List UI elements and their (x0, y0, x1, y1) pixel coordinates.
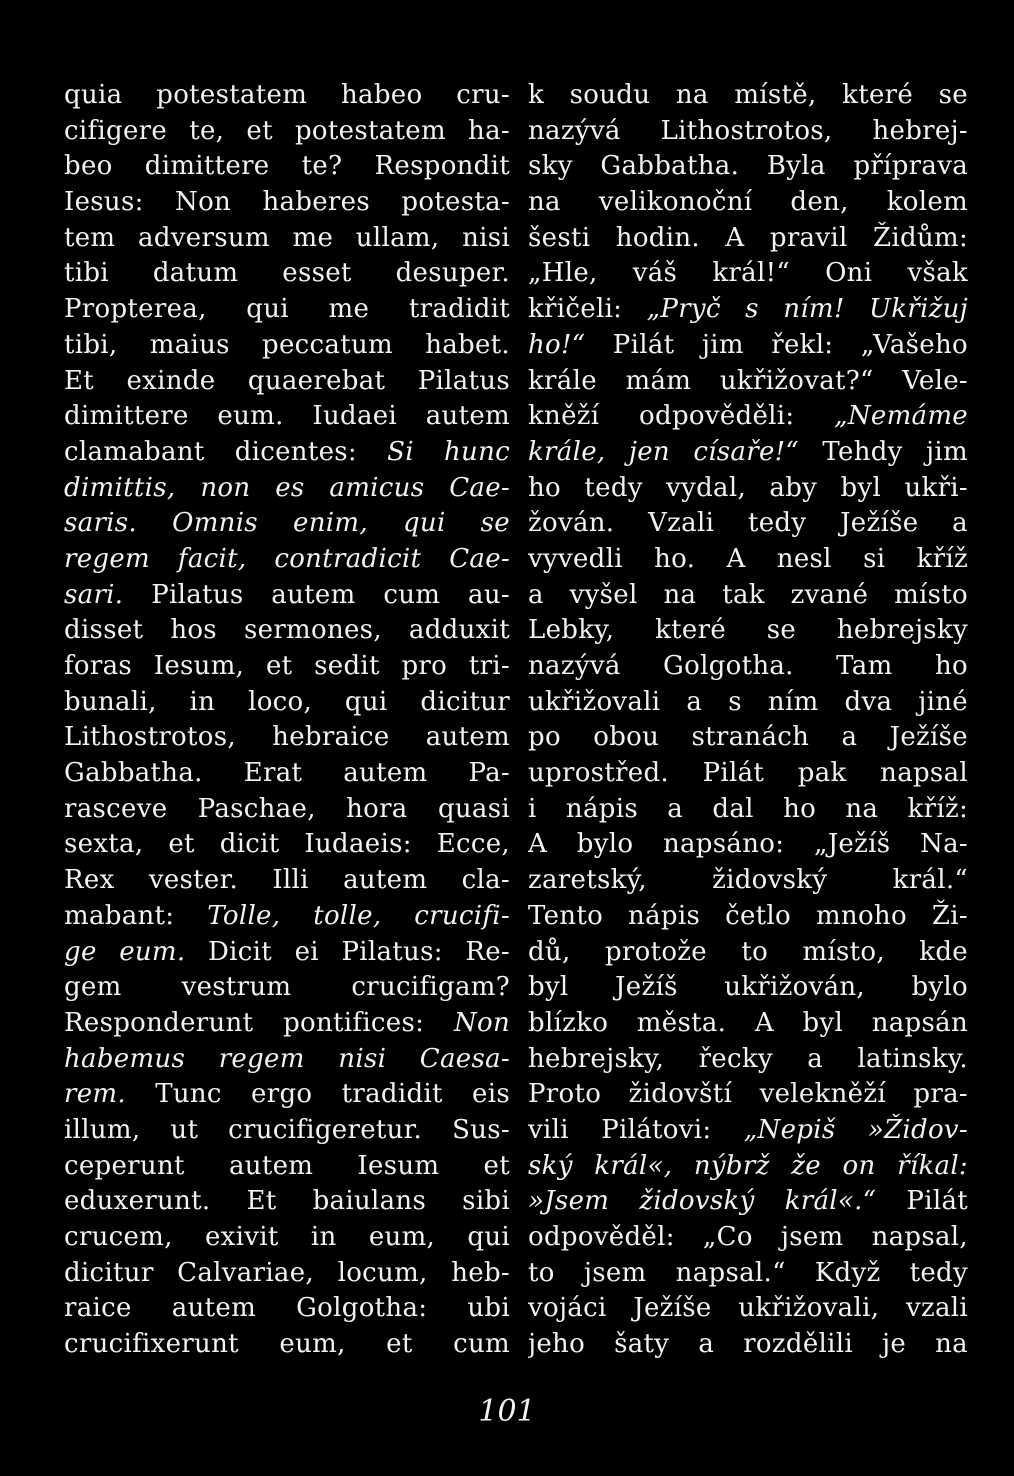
text-line (528, 1291, 968, 1327)
italic-text-segment: ge eum. (64, 936, 186, 967)
text-line (64, 1184, 510, 1220)
text-line (528, 114, 968, 150)
text-line (64, 364, 510, 400)
text-segment: kněží odpověděli: (528, 401, 835, 432)
text-segment: ho tedy vydal, aby byl ukři- (528, 472, 968, 503)
text-line (528, 149, 968, 185)
text-segment: illum, ut crucifigeretur. Sus- (64, 1114, 510, 1145)
text-line (528, 827, 968, 863)
italic-text-segment: krále, jen císaře!“ (528, 436, 799, 467)
text-segment: nazývá Lithostrotos, hebrej- (528, 115, 968, 146)
text-segment: cifigere te, et potestatem ha- (64, 115, 510, 146)
italic-text-segment: sari. (64, 579, 124, 610)
text-line (64, 1220, 510, 1256)
italic-text-segment: Si hunc (387, 436, 510, 467)
text-segment: krále mám ukřižovat?“ Vele- (528, 365, 968, 396)
text-segment: dů, protože to místo, kde (528, 936, 968, 967)
text-segment: po obou stranách a Ježíše (528, 722, 968, 753)
text-segment: a vyšel na tak zvané místo (528, 579, 968, 610)
text-segment: dimittere eum. Iudaei autem (64, 401, 510, 432)
italic-text-segment: regem facit, contradicit Cae- (64, 543, 510, 574)
text-segment: žován. Vzali tedy Ježíše a (528, 508, 968, 539)
text-segment: rasceve Paschae, hora quasi (64, 793, 510, 824)
text-line (528, 1006, 968, 1042)
text-line (64, 221, 510, 257)
text-line (528, 1113, 968, 1149)
text-line (64, 720, 510, 756)
text-segment: šesti hodin. A pravil Židům: (528, 222, 968, 253)
text-line (64, 970, 510, 1006)
text-segment: tem adversum me ullam, nisi (64, 222, 510, 253)
text-line (64, 1327, 510, 1363)
text-line (64, 935, 510, 971)
text-segment: Lithostrotos, hebraice autem (64, 722, 510, 753)
text-line (528, 256, 968, 292)
text-line (64, 506, 510, 542)
text-segment: hebrejsky, řecky a latinsky. (528, 1043, 968, 1074)
text-line (64, 78, 510, 114)
italic-text-segment: ský král«, nýbrž že on říkal: (528, 1150, 968, 1181)
text-segment: beo dimittere te? Respondit (64, 151, 510, 182)
text-segment: disset hos sermones, adduxit (64, 615, 510, 646)
text-line (64, 756, 510, 792)
italic-text-segment: dimittis, non es amicus Cae- (64, 472, 510, 503)
page-number: 101 (478, 1394, 536, 1429)
text-segment: Iesus: Non haberes potesta- (64, 187, 510, 218)
czech-text-column (528, 78, 968, 1363)
italic-text-segment: habemus regem nisi Caesa- (64, 1043, 510, 1074)
text-segment: uprostřed. Pilát pak napsal (528, 758, 968, 789)
text-line (528, 542, 968, 578)
text-segment: tibi, maius peccatum habet. (64, 329, 510, 360)
text-line (64, 613, 510, 649)
text-segment: mabant: (64, 900, 208, 931)
text-line (528, 1256, 968, 1292)
text-segment: crucifixerunt eum, et cum (64, 1329, 510, 1360)
text-line (64, 1113, 510, 1149)
text-line (528, 792, 968, 828)
text-segment: vojáci Ježíše ukřižovali, vzali (528, 1293, 968, 1324)
italic-text-segment: rem. (64, 1079, 126, 1110)
text-segment: Tunc ergo tradidit eis (125, 1079, 510, 1110)
text-line (64, 1006, 510, 1042)
text-segment: Lebky, které se hebrejsky (528, 615, 968, 646)
text-segment: „Hle, váš král!“ Oni však (528, 258, 968, 289)
text-line (528, 506, 968, 542)
text-segment: quia potestatem habeo cru- (64, 80, 510, 110)
text-line (64, 1256, 510, 1292)
text-segment: blízko města. A byl napsán (528, 1007, 968, 1038)
text-line (528, 685, 968, 721)
text-line (64, 542, 510, 578)
text-segment: eduxerunt. Et baiulans sibi (64, 1186, 510, 1217)
text-segment: A bylo napsáno: „Ježíš Na- (528, 829, 968, 860)
text-line (528, 935, 968, 971)
text-line (64, 1077, 510, 1113)
text-line (528, 649, 968, 685)
text-segment: crucem, exivit in eum, qui (64, 1222, 510, 1252)
italic-text-segment: saris. Omnis enim, qui se (64, 508, 510, 539)
text-segment: jeho šaty a rozdělili je na (528, 1329, 968, 1360)
text-segment: k soudu na místě, které se (528, 80, 968, 110)
text-segment: Pilatus autem cum au- (123, 579, 510, 610)
italic-text-segment: „Pryč s ním! Ukřižuj (646, 294, 968, 325)
text-segment: clamabant dicentes: (64, 436, 388, 467)
text-line (528, 613, 968, 649)
text-line (528, 78, 968, 114)
text-segment: Responderunt pontifices: (64, 1007, 454, 1038)
text-line (64, 1149, 510, 1185)
italic-text-segment: »Jsem židovský král«.“ (528, 1186, 877, 1217)
text-line (64, 899, 510, 935)
text-segment: gem vestrum crucifigam? (64, 972, 510, 1003)
italic-text-segment: „Nemáme (834, 401, 968, 432)
text-segment: bunali, in loco, qui dicitur (64, 686, 510, 717)
text-line (528, 1184, 968, 1220)
text-line (528, 756, 968, 792)
text-line (64, 1291, 510, 1327)
text-line (64, 114, 510, 150)
text-line (528, 399, 968, 435)
italic-text-segment: Non (453, 1007, 510, 1038)
text-line (64, 328, 510, 364)
text-segment: sexta, et dicit Iudaeis: Ecce, (64, 829, 510, 860)
text-segment: to jsem napsal.“ Když tedy (528, 1257, 968, 1288)
text-segment: Tento nápis četlo mnoho Ži- (528, 900, 968, 931)
text-segment: vili Pilátovi: (528, 1114, 744, 1145)
text-line (528, 185, 968, 221)
text-line (528, 292, 968, 328)
text-line (528, 471, 968, 507)
text-line (64, 863, 510, 899)
text-segment: nazývá Golgotha. Tam ho (528, 651, 968, 681)
text-line (64, 685, 510, 721)
text-line (528, 578, 968, 614)
text-line (528, 1077, 968, 1113)
text-line (64, 149, 510, 185)
text-line (528, 328, 968, 364)
text-line (528, 1327, 968, 1363)
text-segment: Pilát (876, 1186, 968, 1217)
text-segment: ukřižovali a s ním dva jiné (528, 686, 968, 717)
text-segment: Dicit ei Pilatus: Re- (185, 936, 510, 967)
italic-text-segment: ho!“ (528, 329, 586, 360)
text-line (528, 970, 968, 1006)
text-line (64, 578, 510, 614)
latin-text-column (64, 78, 510, 1363)
text-segment: raice autem Golgotha: ubi (64, 1293, 510, 1324)
text-line (64, 792, 510, 828)
text-line (528, 221, 968, 257)
italic-text-segment: „Nepiš »Židov- (743, 1114, 968, 1145)
text-line (64, 471, 510, 507)
text-segment: na velikonoční den, kolem (528, 187, 968, 218)
text-line (528, 899, 968, 935)
text-segment: ceperunt autem Iesum et (64, 1150, 510, 1181)
text-segment: Gabbatha. Erat autem Pa- (64, 758, 510, 789)
text-segment: foras Iesum, et sedit pro tri- (64, 651, 510, 681)
text-line (64, 256, 510, 292)
text-segment: Tehdy jim (799, 436, 968, 467)
text-line (64, 185, 510, 221)
text-segment: byl Ježíš ukřižován, bylo (528, 972, 968, 1003)
text-line (528, 1220, 968, 1256)
text-line (528, 1149, 968, 1185)
text-segment: Pilát jim řekl: „Vašeho (585, 329, 968, 360)
text-segment: tibi datum esset desuper. (64, 258, 510, 289)
text-line (64, 827, 510, 863)
text-segment: dicitur Calvariae, locum, heb- (64, 1257, 510, 1288)
text-line (64, 1042, 510, 1078)
italic-text-segment: Tolle, tolle, crucifi- (207, 900, 510, 931)
text-line (64, 649, 510, 685)
text-line (64, 435, 510, 471)
text-segment: zaretský, židovský král.“ (528, 865, 968, 896)
text-segment: vyvedli ho. A nesl si kříž (528, 543, 968, 574)
text-line (528, 435, 968, 471)
text-segment: Rex vester. Illi autem cla- (64, 865, 510, 896)
text-segment: Proto židovští velekněží pra- (528, 1079, 968, 1110)
text-segment: křičeli: (528, 294, 647, 325)
text-segment: Propterea, qui me tradidit (64, 294, 510, 325)
text-segment: Et exinde quaerebat Pilatus (64, 365, 510, 396)
text-segment: odpověděl: „Co jsem napsal, (528, 1222, 968, 1252)
text-line (528, 720, 968, 756)
text-line (528, 364, 968, 400)
text-line (64, 399, 510, 435)
text-line (528, 863, 968, 899)
text-segment: i nápis a dal ho na kříž: (528, 793, 968, 824)
text-segment: sky Gabbatha. Byla příprava (528, 151, 968, 182)
text-line (64, 292, 510, 328)
text-line (528, 1042, 968, 1078)
